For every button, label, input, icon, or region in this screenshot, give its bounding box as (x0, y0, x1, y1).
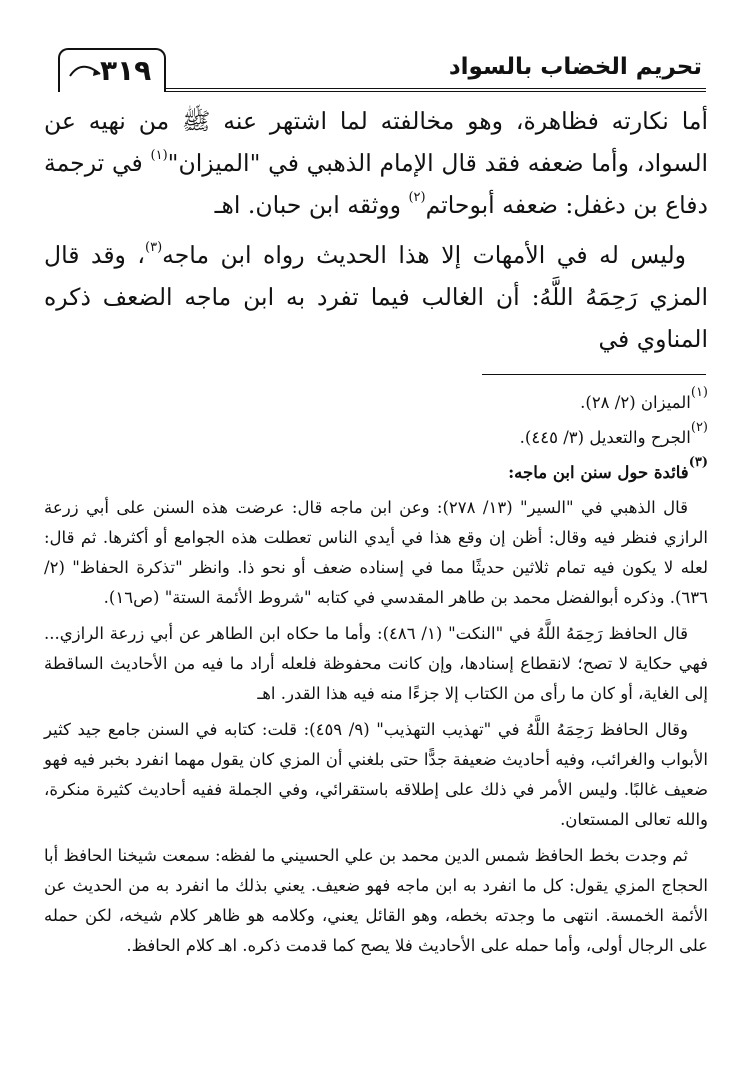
paragraph-1-text-c: ووثقه ابن حبان. اهـ (214, 191, 409, 219)
footnote-3-paragraph-2: قال الحافظ رَحِمَهُ اللَّهُ في "النكت" (١/ ٤٨٦): وأما ما حكاه ابن الطاهر عن أبي زرعة الرازي... فهي حكاية لا تصح؛ لانقطاع إسنادها، وإن كانت محفوظة فلعله أراد ما فيه من الأحاديث الساقطة إلى الغاية، أو كان ما رأى من الكتاب إلا جزءًا منه فيه هذا القدر. اهـ (44, 624, 708, 703)
ornament-swash-icon (68, 60, 102, 80)
footnote-2-text: الجرح والتعديل (٣/ ٤٤٥). (519, 428, 691, 447)
footnote-separator (482, 374, 706, 375)
footnote-3-paragraph-4: ثم وجدت بخط الحافظ شمس الدين محمد بن علي الحسيني ما لفظه: سمعت شيخنا الحافظ أبا الحجاج المزي يقول: كل ما انفرد به ابن ماجه فهو ضعيف. يعني بذلك ما انفرد به من الحديث عن الأئمة الخمسة. انتهى ما وجدته بخطه، وهو القائل يعني، وكلامه هو ظاهر كلام شيخه، لكن حمله على الرجال أولى، وأما حمله على الأحاديث فلا يصح كما قدمت ذكره. اهـ كلام الحافظ. (44, 846, 708, 955)
paragraph-2-text-b: ، وقد قال المزي رَحِمَهُ اللَّهُ: أن الغالب فيما تفرد به ابن ماجه الضعف ذكره المناوي في (44, 241, 708, 353)
paragraph-1 (44, 100, 708, 226)
footnote-3-title: فائدة حول سنن ابن ماجه: (508, 463, 689, 482)
paragraph-2-text-a: وليس له في الأمهات إلا هذا الحديث رواه ابن ماجه (162, 241, 686, 269)
page-header (58, 48, 706, 92)
footnote-3 (44, 455, 708, 488)
footnote-3-number: (٣) (688, 455, 708, 470)
paragraph-1-text-a: أما نكارته فظاهرة، وهو مخالفته لما اشتهر عنه ﷺ من نهيه عن السواد، وأما ضعفه فقد قال الإمام الذهبي في "الميزان" (44, 107, 709, 177)
paragraph-1-text-b: في ترجمة دفاع بن دغفل: ضعفه أبوحاتم (44, 149, 708, 219)
page-number: ٣١٩ (100, 54, 152, 87)
footnote-1 (44, 385, 708, 418)
footnote-3-paragraph-3: وقال الحافظ رَحِمَهُ اللَّهُ في "تهذيب التهذيب" (٩/ ٤٥٩): قلت: كتابه في السنن جامع جيد كثير الأبواب والغرائب، وفيه أحاديث ضعيفة جدًّا حتى بلغني أن المزي كان يقول مهما انفرد بخبر فيه فهو ضعيف غالبًا. وليس الأمر في ذلك على إطلاقه باستقرائي، وفي الجملة ففيه أحاديث كثيرة منكرة، والله تعالى المستعان. (44, 720, 708, 829)
footnote-1-number: (١) (690, 385, 708, 400)
paragraph-2 (44, 234, 708, 360)
footnote-ref-2: (٢) (408, 190, 426, 205)
running-title: تحريم الخضاب بالسواد (448, 54, 702, 80)
page-number-frame (58, 48, 166, 92)
footnote-3-paragraph-1: قال الذهبي في "السير" (١٣/ ٢٧٨): وعن ابن ماجه قال: عرضت هذه السنن على أبي زرعة الرازي فنظر فيه وقال: أظن إن وقع هذا في أيدي الناس تعطلت هذه الجوامع أو أكثرها. ثم قال: لعله لا يكون فيه تمام ثلاثين حديثًا مما في إسناده ضعف أو نحو ذا. وانظر "تذكرة الحفاظ" (٢/ ٦٣٦). وذكره أبوالفضل محمد بن طاهر المقدسي في كتابه "شروط الأئمة الستة" (ص١٦). (44, 498, 708, 607)
footnote-ref-3: (٣) (145, 240, 163, 255)
footnote-ref-1: (١) (150, 148, 168, 163)
footnote-2-number: (٢) (690, 420, 708, 435)
footnotes (44, 385, 708, 967)
main-text (44, 100, 708, 360)
footnote-1-text: الميزان (٢/ ٢٨). (580, 393, 691, 412)
footnote-2 (44, 420, 708, 453)
